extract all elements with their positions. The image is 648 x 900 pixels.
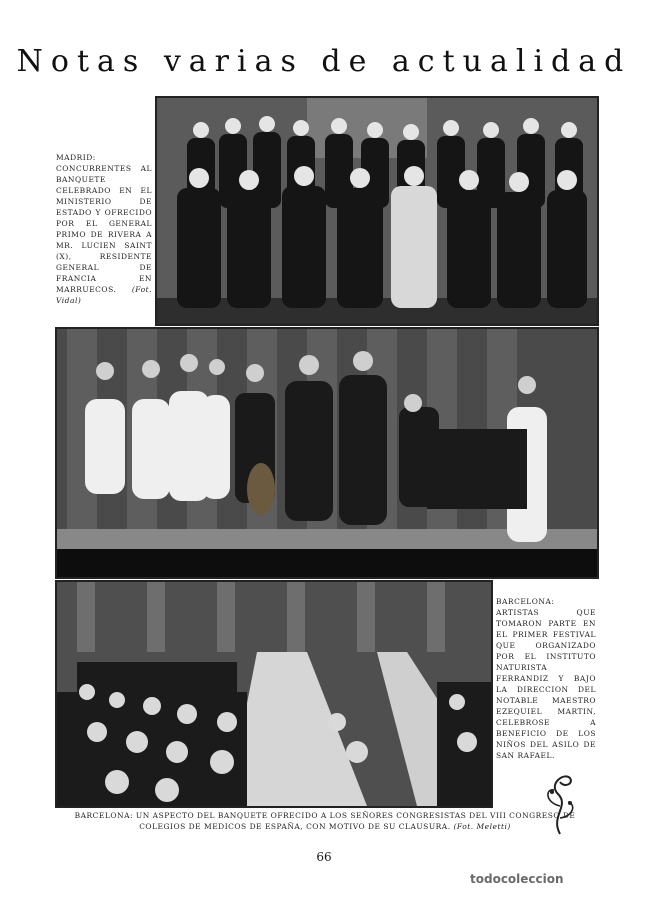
photo-madrid-banquet-figures (157, 98, 597, 324)
caption-barcelona-banquet-credit: (Fot. Meletti) (453, 822, 511, 831)
photo-madrid-banquet (155, 96, 599, 326)
caption-barcelona-festival: BARCELONA: ARTISTAS QUE TOMARON PARTE EN EL PRIMER FESTIVAL QUE ORGANIZADO POR EL INSTITUTO NATURISTA FERRANDIZ Y BAJO LA DIRECCION DEL NOTABLE MAESTRO EZEQUIEL MARTIN, CELEBROSE A BENEFICIO DE LOS NIÑOS DEL ASILO DE SAN RAFAEL. (496, 597, 596, 760)
caption-madrid (56, 152, 152, 306)
caption-barcelona-banquet-text: BARCELONA: UN ASPECTO DEL BANQUETE OFRECIDO A LOS SEÑORES CONGRESISTAS DEL VIII CONGRESO DE COLEGIOS DE MEDICOS DE ESPAÑA, CON MOTIVO DE SU CLAUSURA. (74, 811, 576, 831)
photo-barcelona-banquet-figures (57, 582, 491, 806)
page-number: 66 (316, 850, 332, 864)
photo-barcelona-festival-figures (57, 329, 597, 577)
photo-barcelona-festival (55, 327, 599, 579)
caption-madrid-text: MADRID: CONCURRENTES AL BANQUETE CELEBRADO EN EL MINISTERIO DE ESTADO Y OFRECIDO POR EL GENERAL PRIMO DE RIVERA A MR. LUCIEN SAINT (X), RESIDENTE GENERAL DE FRANCIA EN MARRUECOS. (56, 153, 152, 294)
page-title: Notas varias de actualidad (16, 44, 632, 79)
floral-ornament-icon (540, 766, 580, 836)
caption-barcelona-banquet (55, 810, 595, 832)
caption-madrid-credit: (Fot. Vidal) (56, 285, 152, 305)
photo-barcelona-banquet (55, 580, 493, 808)
watermark-logo: todocoleccion (470, 872, 564, 886)
